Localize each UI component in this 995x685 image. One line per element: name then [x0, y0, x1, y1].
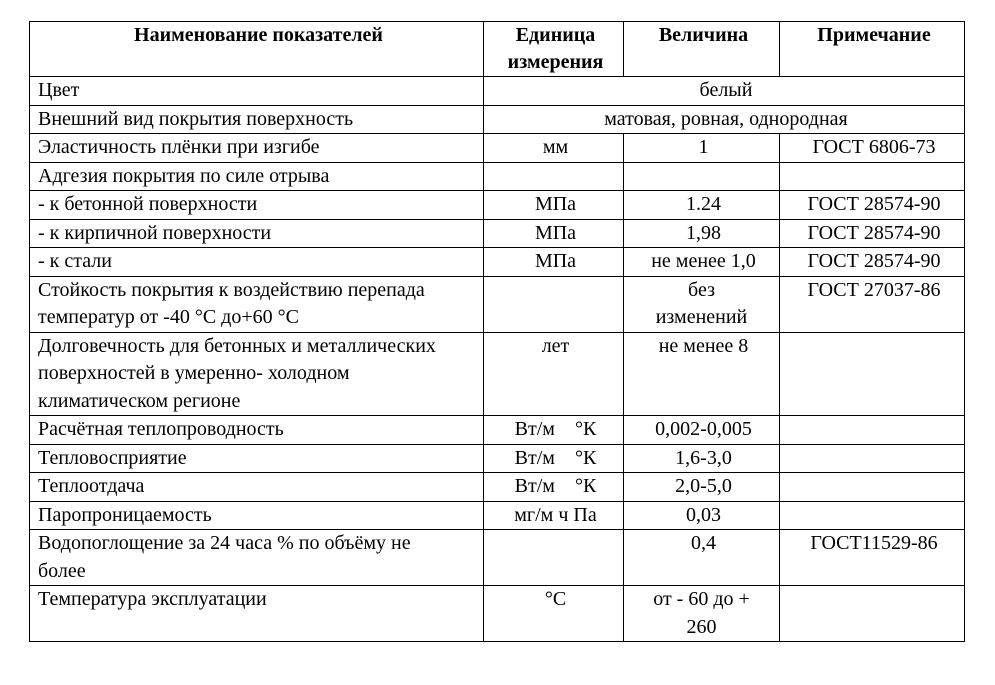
- table-row: [30, 77, 965, 106]
- row-name: Внешний вид покрытия поверхность: [30, 105, 484, 134]
- table-row: [30, 444, 965, 473]
- row-note: [780, 586, 965, 642]
- row-value: не менее 1,0: [624, 248, 780, 277]
- row-unit: МПа: [484, 219, 624, 248]
- row-note: ГОСТ 28574-90: [780, 248, 965, 277]
- row-name: Теплоотдача: [30, 473, 484, 502]
- table-row: [30, 586, 965, 642]
- row-note: [780, 416, 965, 445]
- row-value: 1.24: [624, 191, 780, 220]
- row-unit: Вт/м °К: [484, 416, 624, 445]
- row-name: Эластичность плёнки при изгибе: [30, 134, 484, 163]
- header-unit: Единица измерения: [484, 22, 624, 77]
- row-unit: мг/м ч Па: [484, 501, 624, 530]
- table-row: [30, 219, 965, 248]
- row-unit: [484, 162, 624, 191]
- table-row: [30, 134, 965, 163]
- row-unit: мм: [484, 134, 624, 163]
- row-note: [780, 473, 965, 502]
- row-note: [780, 162, 965, 191]
- table-row: [30, 332, 965, 416]
- table-row: [30, 191, 965, 220]
- row-unit: [484, 530, 624, 586]
- row-note: [780, 332, 965, 416]
- row-name: Температура эксплуатации: [30, 586, 484, 642]
- row-merged-value: матовая, ровная, однородная: [484, 105, 965, 134]
- table-row: [30, 501, 965, 530]
- row-value: [624, 162, 780, 191]
- row-name: Адгезия покрытия по силе отрыва: [30, 162, 484, 191]
- row-unit: МПа: [484, 191, 624, 220]
- table-body: [30, 77, 965, 642]
- table-row: [30, 162, 965, 191]
- row-note: ГОСТ 28574-90: [780, 191, 965, 220]
- row-name: - к кирпичной поверхности: [30, 219, 484, 248]
- row-name: - к бетонной поверхности: [30, 191, 484, 220]
- table-row: [30, 248, 965, 277]
- table-header-row: [30, 22, 965, 77]
- row-name: Расчётная теплопроводность: [30, 416, 484, 445]
- row-note: [780, 444, 965, 473]
- row-unit: Вт/м °К: [484, 473, 624, 502]
- header-note: Примечание: [780, 22, 965, 77]
- row-name: Цвет: [30, 77, 484, 106]
- row-merged-value: белый: [484, 77, 965, 106]
- row-value: 0,002-0,005: [624, 416, 780, 445]
- row-name: - к стали: [30, 248, 484, 277]
- table-row: [30, 105, 965, 134]
- row-value: 2,0-5,0: [624, 473, 780, 502]
- table-row: [30, 530, 965, 586]
- row-unit: МПа: [484, 248, 624, 277]
- row-note: ГОСТ 6806-73: [780, 134, 965, 163]
- header-name: Наименование показателей: [30, 22, 484, 77]
- row-unit: °С: [484, 586, 624, 642]
- row-name: Водопоглощение за 24 часа % по объёму не более: [30, 530, 484, 586]
- row-value: 1,98: [624, 219, 780, 248]
- header-value: Величина: [624, 22, 780, 77]
- row-value: 1,6-3,0: [624, 444, 780, 473]
- row-value: 1: [624, 134, 780, 163]
- row-name: Тепловосприятие: [30, 444, 484, 473]
- table-row: [30, 416, 965, 445]
- row-note: ГОСТ 28574-90: [780, 219, 965, 248]
- specification-table: [29, 21, 965, 642]
- row-name: Паропроницаемость: [30, 501, 484, 530]
- row-name: Долговечность для бетонных и металлических поверхностей в умеренно- холодном климатическом регионе: [30, 332, 484, 416]
- row-value: 0,03: [624, 501, 780, 530]
- row-unit: лет: [484, 332, 624, 416]
- table-row: [30, 276, 965, 332]
- table-row: [30, 473, 965, 502]
- row-value: не менее 8: [624, 332, 780, 416]
- row-unit: Вт/м °К: [484, 444, 624, 473]
- row-note: [780, 501, 965, 530]
- row-name: Стойкость покрытия к воздействию перепада температур от -40 °С до+60 °С: [30, 276, 484, 332]
- row-note: ГОСТ11529-86: [780, 530, 965, 586]
- row-value: 0,4: [624, 530, 780, 586]
- row-value: без изменений: [624, 276, 780, 332]
- row-note: ГОСТ 27037-86: [780, 276, 965, 332]
- row-value: от - 60 до + 260: [624, 586, 780, 642]
- row-unit: [484, 276, 624, 332]
